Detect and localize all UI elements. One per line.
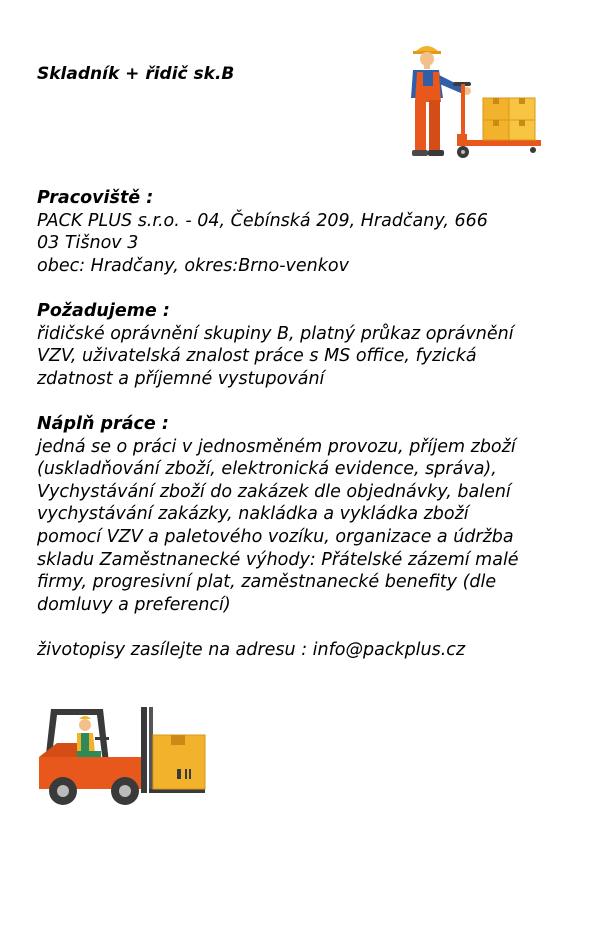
workplace-heading: Pracoviště : bbox=[37, 188, 154, 208]
forklift-with-boxes-icon bbox=[37, 703, 209, 807]
workplace-line: obec: Hradčany, okres:Brno-venkov bbox=[37, 255, 349, 276]
duties-line: jedná se o práci v jednosměném provozu, příjem zboží bbox=[37, 436, 516, 457]
duties-heading: Náplň práce : bbox=[37, 413, 169, 434]
duties-line: (uskladňování zboží, elektronická evidence, správa), bbox=[37, 459, 497, 480]
workplace-section bbox=[37, 187, 587, 277]
workplace-line: PACK PLUS s.r.o. - 04, Čebínská 209, Hradčany, 666 bbox=[37, 210, 488, 231]
contact-section bbox=[37, 639, 587, 662]
duties-line: pomocí VZV a paletového vozíku, organizace a údržba bbox=[37, 526, 514, 547]
warehouse-worker-with-pallet-jack-icon bbox=[407, 42, 543, 164]
requirements-line: řidičské oprávnění skupiny B, platný průkaz oprávnění bbox=[37, 323, 514, 344]
workplace-line: 03 Tišnov 3 bbox=[37, 233, 139, 254]
requirements-line: VZV, uživatelská znalost práce s MS office, fyzická bbox=[37, 346, 477, 367]
duties-line: skladu Zaměstnanecké výhody: Přátelské zázemí malé bbox=[37, 549, 519, 570]
duties-line: domluvy a preferencí) bbox=[37, 594, 231, 615]
requirements-section bbox=[37, 300, 587, 390]
requirements-line: zdatnost a příjemné vystupování bbox=[37, 368, 325, 389]
duties-line: firmy, progresivní plat, zaměstnanecké benefity (dle bbox=[37, 572, 497, 593]
duties-line: vychystávání zakázky, nakládka a vykládka zboží bbox=[37, 504, 469, 525]
requirements-heading: Požadujeme : bbox=[37, 300, 170, 321]
duties-line: Vychystávání zboží do zakázek dle objednávky, balení bbox=[37, 481, 511, 502]
job-description bbox=[37, 187, 587, 684]
duties-section bbox=[37, 413, 587, 616]
contact-text: životopisy zasílejte na adresu : info@packplus.cz bbox=[37, 639, 466, 660]
job-title: Skladník + řidič sk.B bbox=[37, 64, 235, 84]
